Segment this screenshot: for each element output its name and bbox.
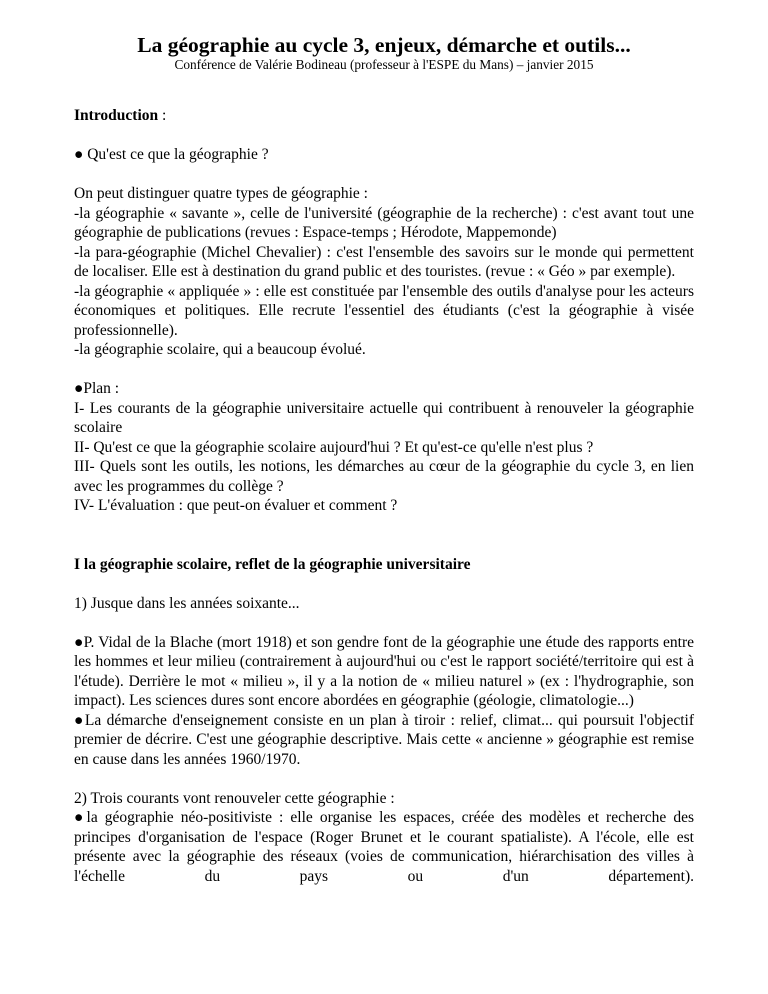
subsection-1-paragraph-1: ●P. Vidal de la Blache (mort 1918) et son gendre font de la géographie une étude des rapports entre les hommes et leur milieu (contrairement à aujourd'hui ou c'est le rapport société/territoire qui est à l'étude). Derrière le mot « milieu », il y a la notion de « milieu naturel » (ex : l'hydrographie, son impact). Les sciences dures sont encore abordées en géographie (géologie, climatologie...) [74,633,694,709]
intro-question: ● Qu'est ce que la géographie ? [74,146,269,163]
page-subtitle: Conférence de Valérie Bodineau (professeur à l'ESPE du Mans) – janvier 2015 [174,57,594,72]
intro-heading-line [74,106,694,126]
intro-lead: On peut distinguer quatre types de géographie : [74,185,368,202]
plan-item-1: I- Les courants de la géographie universitaire actuelle qui contribuent à renouveler la géographie scolaire [74,399,694,436]
page-title: La géographie au cycle 3, enjeux, démarche et outils... [137,33,631,57]
section-1-heading: I la géographie scolaire, reflet de la géographie universitaire [74,555,471,573]
geography-type-2: -la para-géographie (Michel Chevalier) : c'est l'ensemble des savoirs sur le monde qui permettent de localiser. Elle est à destination du grand public et des touristes. (revue : « Géo » par exemple). [74,243,694,280]
document-body [74,106,694,886]
intro-heading-suffix: : [158,107,167,124]
plan-item-4: IV- L'évaluation : que peut-on évaluer et comment ? [74,497,398,514]
plan-item-2: II- Qu'est ce que la géographie scolaire aujourd'hui ? Et qu'est-ce qu'elle n'est plus ? [74,438,594,456]
plan-heading: ●Plan : [74,380,120,397]
subsection-2-paragraph: ●la géographie néo-positiviste : elle organise les espaces, créée des modèles et recherche des principes d'organisation de l'espace (Roger Brunet et le courant spatialiste). A l'école, elle est présente avec la géographie des réseaux (voies de communication, hiérarchisation des villes à l'échelle du pays ou d'un département). [74,809,694,885]
subsection-1-heading: 1) Jusque dans les années soixante... [74,594,300,612]
subsection-2-heading: 2) Trois courants vont renouveler cette géographie : [74,789,395,807]
geography-type-1: -la géographie « savante », celle de l'université (géographie de la recherche) : c'est avant tout une géographie de publications (revues : Espace-temps ; Hérodote, Mappemonde) [74,204,694,241]
plan-item-3: III- Quels sont les outils, les notions, les démarches au cœur de la géographie du cycle 3, en lien avec les programmes du collège ? [74,458,694,495]
subsection-1-paragraph-2: ●La démarche d'enseignement consiste en un plan à tiroir : relief, climat... qui poursuit l'objectif premier de décrire. C'est une géographie descriptive. Mais cette « ancienne » géographie est remise en cause dans les années 1960/1970. [74,711,694,768]
geography-type-3: -la géographie « appliquée » : elle est constituée par l'ensemble des outils d'analyse pour les acteurs économiques et politiques. Elle recrute l'essentiel des étudiants (c'est la géographie à visée professionnelle). [74,282,694,339]
geography-type-4: -la géographie scolaire, qui a beaucoup évolué. [74,341,366,358]
intro-heading: Introduction [74,107,159,124]
